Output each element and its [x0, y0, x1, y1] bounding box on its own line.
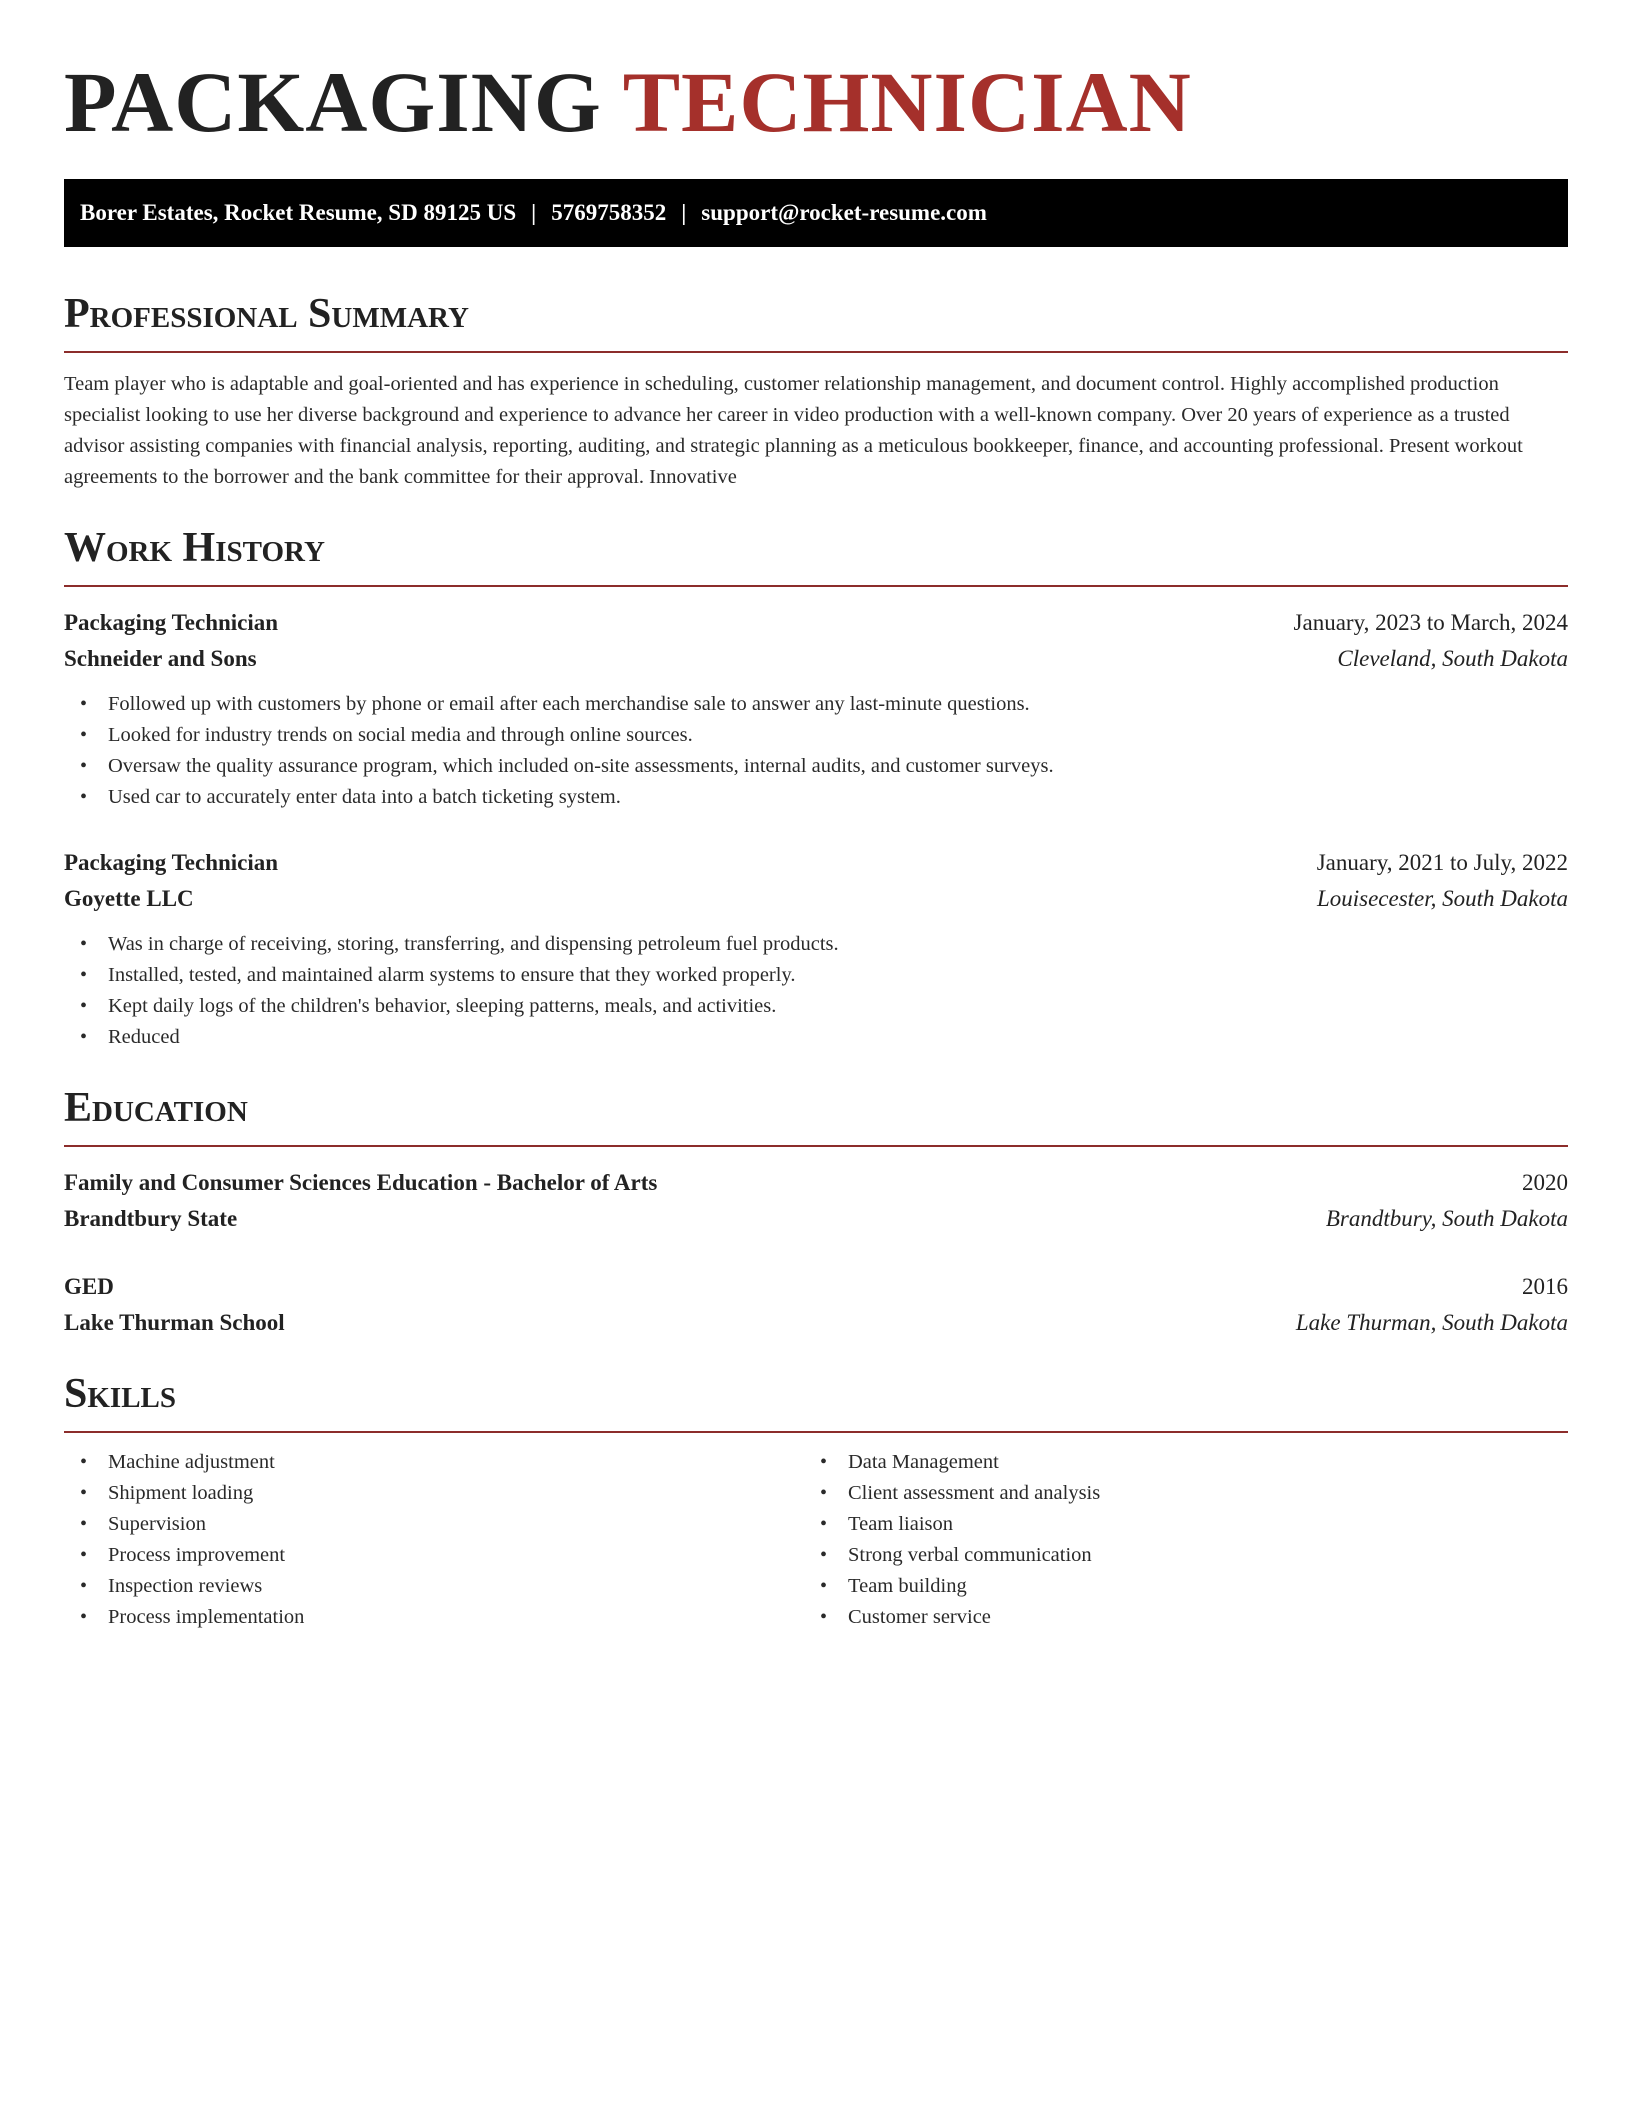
job-location: Louisecester, South Dakota	[1316, 886, 1568, 911]
education-header-row	[64, 1165, 1568, 1201]
skills-section	[64, 1369, 1568, 1633]
education-degree: Family and Consumer Sciences Education - Bachelor of Arts	[64, 1170, 658, 1195]
skills-list-left	[64, 1447, 804, 1633]
education-entry	[64, 1165, 1568, 1237]
resume-name	[64, 0, 1568, 152]
contact-email: support@rocket-resume.com	[701, 200, 987, 225]
skills-columns	[64, 1447, 1568, 1633]
skill-item: • Client assessment and analysis	[820, 1478, 1544, 1509]
job-company: Goyette LLC	[64, 886, 194, 911]
job-bullets	[64, 689, 1568, 813]
skill-item: • Customer service	[820, 1602, 1544, 1633]
skill-item: • Process improvement	[80, 1540, 804, 1571]
job-company-row	[64, 881, 1568, 917]
education-location: Brandtbury, South Dakota	[1325, 1206, 1568, 1231]
job-dates: January, 2021 to July, 2022	[1316, 850, 1568, 875]
job-header-row	[64, 845, 1568, 881]
contact-phone: 5769758352	[551, 200, 667, 225]
job-entry	[64, 845, 1568, 1053]
job-title: Packaging Technician	[64, 610, 279, 635]
name-first: PACKAGING	[64, 54, 602, 150]
contact-address: Borer Estates, Rocket Resume, SD 89125 US	[80, 200, 517, 225]
education-year: 2016	[1522, 1274, 1568, 1299]
skill-item: • Team building	[820, 1571, 1544, 1602]
skill-item: • Machine adjustment	[80, 1447, 804, 1478]
education-school: Lake Thurman School	[64, 1310, 285, 1335]
contact-separator: |	[681, 200, 687, 225]
list-item: • Was in charge of receiving, storing, transferring, and dispensing petroleum fuel products.	[80, 929, 1568, 960]
section-divider	[64, 1145, 1568, 1147]
job-title: Packaging Technician	[64, 850, 279, 875]
education-school: Brandtbury State	[64, 1206, 238, 1231]
skills-list-right	[804, 1447, 1544, 1633]
contact-bar	[64, 179, 1568, 247]
job-entry	[64, 605, 1568, 813]
education-degree: GED	[64, 1274, 114, 1299]
work-history-section	[64, 523, 1568, 1053]
job-company: Schneider and Sons	[64, 646, 257, 671]
list-item: • Reduced	[80, 1022, 1568, 1053]
list-item: • Kept daily logs of the children's behavior, sleeping patterns, meals, and activities.	[80, 991, 1568, 1022]
skill-item: • Data Management	[820, 1447, 1544, 1478]
section-divider	[64, 1431, 1568, 1433]
list-item: • Followed up with customers by phone or email after each merchandise sale to answer any last-minute questions.	[80, 689, 1568, 720]
job-bullets	[64, 929, 1568, 1053]
list-item: • Looked for industry trends on social media and through online sources.	[80, 720, 1568, 751]
name-last: TECHNICIAN	[622, 54, 1192, 150]
skill-item: • Team liaison	[820, 1509, 1544, 1540]
list-item: • Oversaw the quality assurance program, which included on-site assessments, internal audits, and customer surveys.	[80, 751, 1568, 782]
education-entry	[64, 1269, 1568, 1341]
education-header-row	[64, 1269, 1568, 1305]
list-item: • Used car to accurately enter data into a batch ticketing system.	[80, 782, 1568, 813]
job-dates: January, 2023 to March, 2024	[1293, 610, 1568, 635]
list-item: • Installed, tested, and maintained alarm systems to ensure that they worked properly.	[80, 960, 1568, 991]
skill-item: • Shipment loading	[80, 1478, 804, 1509]
job-header-row	[64, 605, 1568, 641]
summary-text: Team player who is adaptable and goal-oriented and has experience in scheduling, customer relationship management, and document control. Highly accomplished production specialist looking to use her diverse background and experience to advance her career in video production with a well-known company. Over 20 years of experience as a trusted advisor assisting companies with financial analysis, reporting, auditing, and strategic planning as a meticulous bookkeeper, finance, and accounting professional. Present workout agreements to the borrower and the bank committee for their approval. Innovative	[64, 373, 1523, 488]
contact-separator: |	[531, 200, 537, 225]
section-divider	[64, 351, 1568, 353]
skill-item: • Strong verbal communication	[820, 1540, 1544, 1571]
section-title-summary: Professional Summary	[64, 291, 469, 337]
section-title-education: Education	[64, 1085, 248, 1131]
education-school-row	[64, 1201, 1568, 1237]
summary-section	[64, 289, 1568, 493]
education-year: 2020	[1522, 1170, 1568, 1195]
section-title-work-history: Work History	[64, 525, 325, 571]
job-company-row	[64, 641, 1568, 677]
skill-item: • Inspection reviews	[80, 1571, 804, 1602]
education-section	[64, 1083, 1568, 1341]
section-divider	[64, 585, 1568, 587]
job-location: Cleveland, South Dakota	[1337, 646, 1568, 671]
education-school-row	[64, 1305, 1568, 1341]
education-location: Lake Thurman, South Dakota	[1295, 1310, 1568, 1335]
skill-item: • Supervision	[80, 1509, 804, 1540]
section-title-skills: Skills	[64, 1371, 177, 1417]
skill-item: • Process implementation	[80, 1602, 804, 1633]
